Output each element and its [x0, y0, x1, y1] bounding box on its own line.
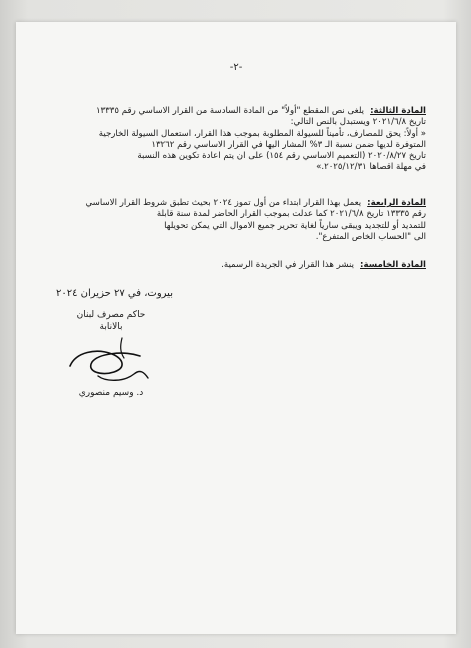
signer-title: حاكم مصرف لبنان: [76, 310, 146, 320]
article-five: [46, 260, 426, 271]
signer-name: د. وسيم منصوري: [78, 388, 144, 398]
article-line: الى "الحساب الخاص المتفرع".: [315, 231, 426, 242]
article-three: [46, 106, 426, 174]
document-page: [16, 22, 456, 634]
article-line: « أولاً: يحق للمصارف، تأميناً للسيولة المطلوبة بموجب هذا القرار، استعمال السيولة الخارجية: [98, 128, 426, 139]
article-line: رقم ١٣٣٣٥ تاريخ ٢٠٢١/٦/٨ كما عدلت بموجب القرار الحاضر لمدة سنة قابلة: [156, 209, 426, 220]
handwritten-signature: [62, 332, 162, 388]
article-four: [46, 198, 426, 243]
article-line: يلغى نص المقطع "أولاً" من المادة السادسة من القرار الاساسي رقم ١٣٣٣٥: [95, 106, 365, 116]
article-line: تاريخ ٢٠٢٠/٨/٢٧ (التعميم الاساسي رقم ١٥٤) على ان يتم اعادة تكوين هذه النسبة: [137, 151, 426, 162]
article-line: يعمل بهذا القرار ابتداء من أول تموز ٢٠٢٤ بحيث تطبق شروط القرار الاساسي: [85, 198, 362, 208]
article-label: المادة الرابعة:: [367, 198, 426, 208]
signer-acting: بالانابة: [99, 322, 123, 332]
date-line: بيروت، في ٢٧ حزيران ٢٠٢٤: [56, 288, 173, 299]
article-line: للتمديد أو للتجديد ويبقى سارياً لغاية تحرير جميع الاموال التي يمكن تحويلها: [164, 220, 426, 231]
page-number: -٢-: [229, 62, 243, 73]
article-line: تاريخ ٢٠٢١/٦/٨ ويستبدل بالنص التالي:: [290, 117, 426, 128]
article-line: في مهلة اقصاها ٢٠٢٥/١٢/٣١.»: [316, 162, 426, 173]
article-line: ينشر هذا القرار في الجريدة الرسمية.: [221, 260, 355, 270]
article-label: المادة الثالثة:: [370, 106, 426, 116]
article-line: المتوفرة لديها ضمن نسبة الـ ٣% المشار اليها في القرار الاساسي رقم ١٣٢٦٢: [151, 139, 426, 150]
article-label: المادة الخامسة:: [360, 260, 426, 270]
signer-block: [56, 309, 166, 333]
